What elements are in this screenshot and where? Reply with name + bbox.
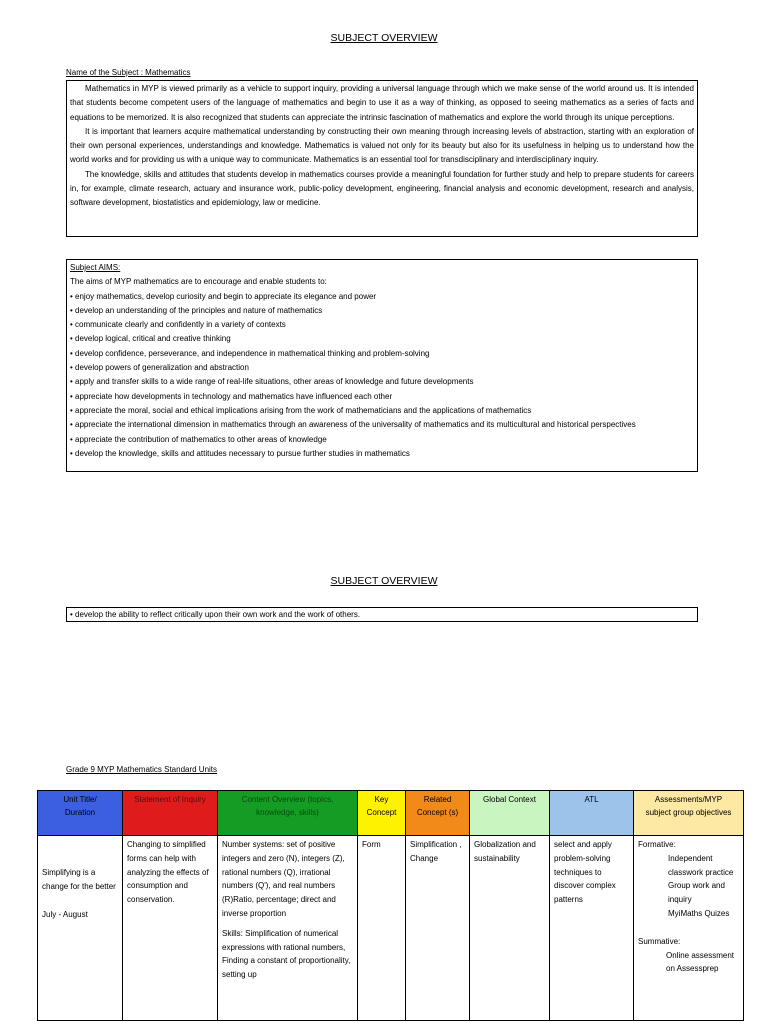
summative-item: Online assessment on Assessprep	[666, 950, 735, 974]
cell-unit-title	[38, 836, 123, 1021]
skills-text: Skills: Simplification of numerical expressions with rational numbers, Finding a constant of proportionality, setting up	[222, 928, 351, 980]
formative-item: MyiMaths Quizes	[668, 908, 730, 918]
header-key-concept: Key Concept	[358, 791, 406, 836]
reflect-item: • develop the ability to reflect critically upon their own work and the work of others.	[70, 610, 361, 619]
cell-atl	[550, 836, 634, 1021]
header-unit-title: Unit Title/ Duration	[38, 791, 123, 836]
reflect-box	[66, 607, 698, 622]
aims-intro: The aims of MYP mathematics are to encourage and enable students to:	[70, 277, 327, 287]
related-concept-text: Simplification , Change	[410, 840, 462, 863]
formative-item: Independent classwork practice	[668, 853, 734, 877]
aim-item: • develop an understanding of the principles and nature of mathematics	[70, 305, 323, 315]
aims-box	[66, 259, 698, 472]
header-global-context: Global Context	[470, 791, 550, 836]
header-assessments: Assessments/MYP subject group objectives	[634, 791, 744, 836]
key-concept-text: Form	[362, 840, 381, 849]
table-row	[38, 836, 744, 1021]
aims-list	[70, 290, 694, 462]
aim-item: • appreciate the international dimension in mathematics through an awareness of the universality of mathematics and its multicultural and historical perspectives	[70, 420, 636, 430]
unit-title: Simplifying is a change for the better	[42, 868, 116, 891]
aim-item: • develop powers of generalization and abstraction	[70, 363, 249, 373]
cell-key-concept	[358, 836, 406, 1021]
subject-name: Name of the Subject : Mathematics	[66, 68, 191, 77]
aim-item: • apply and transfer skills to a wide range of real-life situations, other areas of knowledge and future developments	[70, 377, 474, 387]
table-header-row	[38, 791, 744, 836]
units-table	[37, 790, 744, 1021]
page-heading-2: SUBJECT OVERVIEW	[330, 575, 438, 587]
cell-global-context	[470, 836, 550, 1021]
aim-item: • develop logical, critical and creative thinking	[70, 334, 231, 344]
statement-text: Changing to simplified forms can help with analyzing the effects of consumption and conservation.	[127, 840, 209, 905]
aim-item: • appreciate how developments in technology and mathematics have influenced each other	[70, 391, 393, 401]
aim-item: • develop confidence, perseverance, and independence in mathematical thinking and problem-solving	[70, 348, 430, 358]
formative-label: Formative:	[638, 840, 676, 849]
overview-paragraph: Mathematics in MYP is viewed primarily as a vehicle to support inquiry, providing a universal language through which we make sense of the world around us. It is intended that students become competent users of the language of mathematics and begin to use it as a way of thinking, as opposed to seeing mathematics as a series of facts and equations to be memorized. It is also recognized that students can appreciate the intrinsic fascination of mathematics and explore the world through its unique perceptions.	[70, 84, 694, 122]
aim-item: • enjoy mathematics, develop curiosity and begin to appreciate its elegance and power	[70, 291, 377, 301]
header-atl: ATL	[550, 791, 634, 836]
cell-related-concept	[406, 836, 470, 1021]
aims-title: Subject AIMS:	[70, 263, 121, 272]
header-related-concept: Related Concept (s)	[406, 791, 470, 836]
overview-box	[66, 80, 698, 237]
header-statement-of-inquiry: Statement of Inquiry	[123, 791, 218, 836]
cell-statement	[123, 836, 218, 1021]
cell-assessments	[634, 836, 744, 1021]
overview-paragraph: It is important that learners acquire mathematical understanding by constructing their own meaning through increasing levels of abstraction, starting with an exploration of their own personal experiences, understandings and knowledge. Mathematics is valued not only for its beauty but also for its usefulness in helping us to understand how the world works and for providing us with a unique way to communicate. Mathematics is an essential tool for transdisciplinary and interdisciplinary inquiry.	[70, 126, 694, 165]
cell-content	[218, 836, 358, 1021]
header-content-overview: Content Overview (topics, knowledge, skills)	[218, 791, 358, 836]
aim-item: • develop the knowledge, skills and attitudes necessary to pursue further studies in mathematics	[70, 448, 410, 458]
grade-title: Grade 9 MYP Mathematics Standard Units	[66, 765, 218, 774]
unit-duration: July - August	[42, 909, 88, 919]
aim-item: • communicate clearly and confidently in a variety of contexts	[70, 320, 286, 330]
summative-label: Summative:	[638, 936, 681, 946]
page-heading: SUBJECT OVERVIEW	[330, 32, 438, 44]
global-context-text: Globalization and sustainability	[474, 840, 536, 863]
aim-item: • appreciate the contribution of mathematics to other areas of knowledge	[70, 434, 327, 444]
overview-paragraph: The knowledge, skills and attitudes that students develop in mathematics courses provide a meaningful foundation for further study and help to prepare students for careers in, for example, climate research, actuary and insurance work, public-policy development, engineering, financial analysis and economic development, research and analysis, software development, biostatistics and epidemiology, law or medicine.	[70, 169, 694, 208]
content-text: Number systems: set of positive integers and zero (N), integers (Z), rational numbers (Q), irrational numbers (Q'), and real numbers (R)Ratio, percentage; direct and inverse proportion	[222, 840, 345, 918]
formative-item: Group work and inquiry	[668, 881, 725, 905]
atl-text: select and apply problem-solving techniques to discover complex patterns	[554, 840, 616, 905]
aim-item: • appreciate the moral, social and ethical implications arising from the work of mathematicians and the applications of mathematics	[70, 405, 532, 415]
